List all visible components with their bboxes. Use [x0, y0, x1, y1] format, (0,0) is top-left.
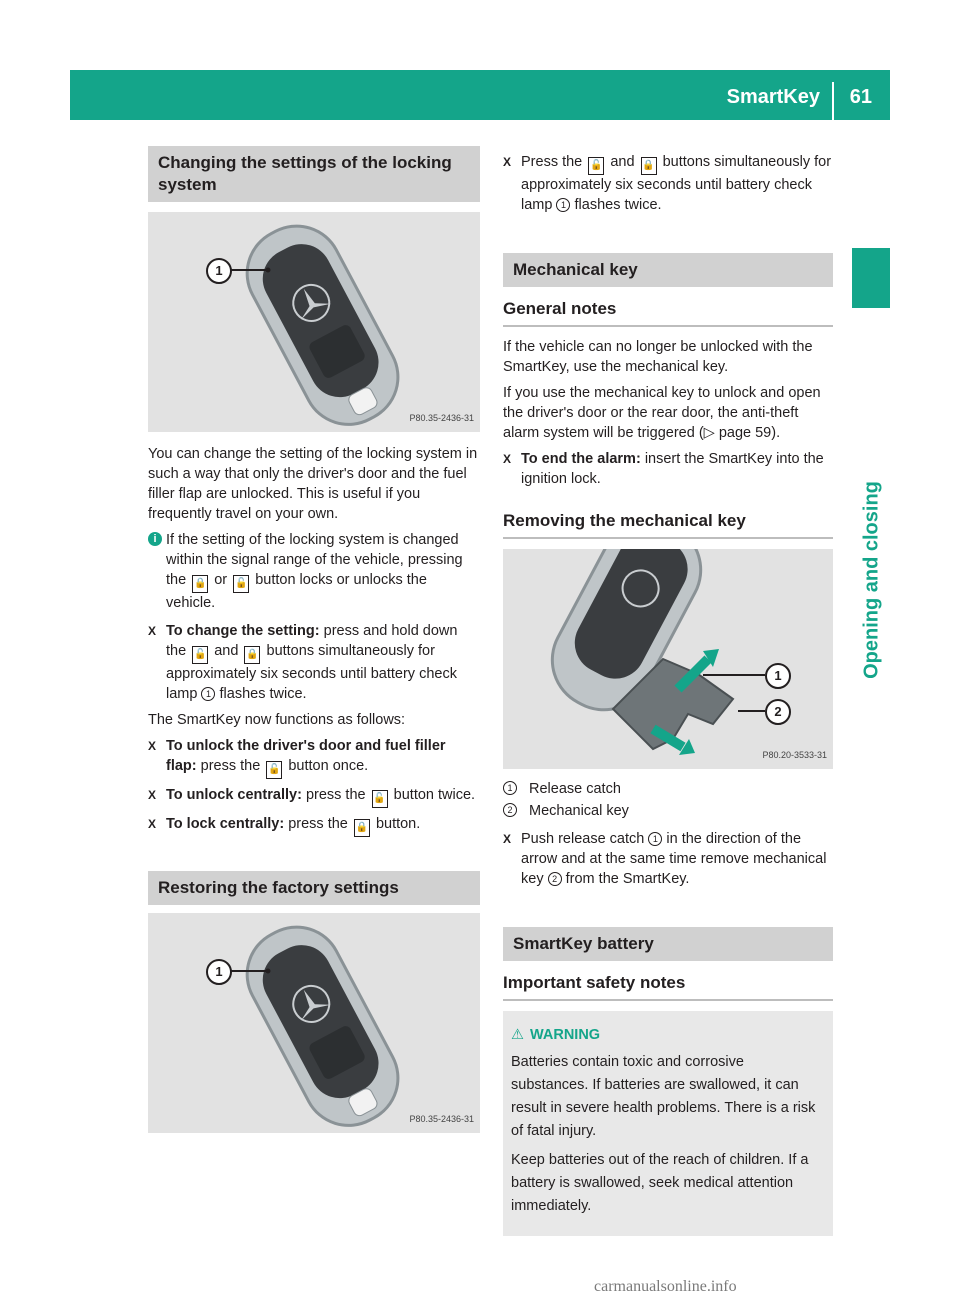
callout-1: 1	[206, 258, 232, 284]
warning-box	[503, 1011, 833, 1236]
step-arrow-icon: X	[503, 452, 512, 466]
mechanical-key-illustration	[503, 549, 833, 769]
legend-label: Mechanical key	[529, 803, 629, 819]
chapter-tab	[852, 248, 890, 308]
left-column	[148, 146, 480, 1133]
step-end-alarm: X To end the alarm: insert the SmartKey into the ignition lock.	[503, 451, 824, 487]
info-note: i If the setting of the locking system is changed within the signal range of the vehicle, pressing the 🔒 or 🔓 button locks or unlocks the vehicle.	[148, 530, 480, 613]
section-heading-battery: SmartKey battery	[503, 927, 833, 961]
subheading-safety-notes: Important safety notes	[503, 973, 833, 1001]
smartkey-figure-2	[148, 913, 480, 1133]
info-icon: i	[148, 532, 162, 546]
page-number: 61	[849, 86, 872, 108]
figure-code: P80.35-2436-31	[409, 413, 474, 423]
warning-text-1: Batteries contain toxic and corrosive substances. If batteries are swallowed, it can result in severe health problems. There is a risk of fatal injury.	[511, 1054, 816, 1139]
unlock-icon: 🔓	[266, 761, 282, 779]
header-divider	[832, 82, 834, 120]
header-bar	[70, 70, 890, 120]
legend-item	[503, 801, 833, 821]
step-arrow-icon: X	[148, 817, 157, 831]
smartkey-illustration	[148, 913, 480, 1133]
callout-2: 2	[765, 699, 791, 725]
subheading-general-notes: General notes	[503, 299, 833, 327]
lock-icon: 🔒	[244, 646, 260, 664]
header-title: SmartKey	[726, 86, 820, 108]
step-lock-central: X To lock centrally: press the 🔒 button.	[148, 814, 480, 837]
lock-icon: 🔒	[192, 575, 208, 593]
callout-ref-1: 1	[556, 198, 570, 212]
legend-number: 1	[503, 781, 517, 795]
warning-triangle-icon: ⚠	[511, 1027, 524, 1043]
legend-label: Release catch	[529, 781, 621, 797]
unlock-icon: 🔓	[372, 790, 388, 808]
page-reference-link[interactable]: ▷ page 59	[703, 425, 772, 441]
right-column	[503, 152, 833, 1236]
notes-paragraph-1: If the vehicle can no longer be unlocked with the SmartKey, use the mechanical key.	[503, 339, 813, 375]
notes-paragraph-2: If you use the mechanical key to unlock and open the driver's door or the rear door, the anti-theft alarm system will be triggered (▷ page 59).	[503, 385, 821, 441]
unlock-icon: 🔓	[588, 157, 604, 175]
unlock-icon: 🔓	[233, 575, 249, 593]
step-arrow-icon: X	[503, 832, 512, 846]
smartkey-illustration	[148, 212, 480, 432]
callout-ref-1: 1	[648, 832, 662, 846]
step-arrow-icon: X	[503, 155, 512, 169]
intro-text: You can change the setting of the locking system in such a way that only the driver's door and the fuel filler flap are unlocked. This is useful if you frequently travel on your own.	[148, 446, 478, 522]
section-heading-locking: Changing the settings of the locking system	[148, 146, 480, 202]
step-unlock-driver: X To unlock the driver's door and fuel filler flap: press the 🔓 button once.	[148, 736, 480, 779]
legend-item	[503, 779, 833, 799]
mechanical-key-figure	[503, 549, 833, 769]
figure-code: P80.20-3533-31	[762, 750, 827, 760]
step-change-setting: X To change the setting: press and hold down the 🔓 and 🔒 buttons simultaneously for approximately six seconds until battery check lamp 1 flashes twice.	[148, 623, 458, 702]
lock-icon: 🔒	[641, 157, 657, 175]
unlock-icon: 🔓	[192, 646, 208, 664]
callout-ref-1: 1	[201, 687, 215, 701]
callout-ref-2: 2	[548, 872, 562, 886]
step-unlock-central: X To unlock centrally: press the 🔓 button twice.	[148, 785, 480, 808]
callout-1: 1	[206, 959, 232, 985]
figure-code: P80.35-2436-31	[409, 1114, 474, 1124]
warning-text-2: Keep batteries out of the reach of children. If a battery is swallowed, seek medical attention immediately.	[511, 1152, 809, 1214]
step-arrow-icon: X	[148, 739, 157, 753]
figure-legend	[503, 779, 833, 821]
section-heading-factory: Restoring the factory settings	[148, 871, 480, 905]
warning-title: ⚠ WARNING	[511, 1027, 601, 1043]
lock-icon: 🔒	[354, 819, 370, 837]
subheading-removing-key: Removing the mechanical key	[503, 511, 833, 539]
chapter-label: Opening and closing	[860, 481, 883, 679]
step-arrow-icon: X	[148, 788, 157, 802]
legend-number: 2	[503, 803, 517, 817]
step-press-buttons: X Press the 🔓 and 🔒 buttons simultaneously for approximately six seconds until battery check lamp 1 flashes twice.	[503, 154, 832, 213]
section-heading-mechanical: Mechanical key	[503, 253, 833, 287]
functions-intro: The SmartKey now functions as follows:	[148, 712, 406, 728]
footer-watermark-url: carmanualsonline.info	[594, 1278, 737, 1295]
step-arrow-icon: X	[148, 624, 157, 638]
step-push-catch: X Push release catch 1 in the direction of the arrow and at the same time remove mechanical key 2 from the SmartKey.	[503, 831, 827, 887]
callout-1: 1	[765, 663, 791, 689]
smartkey-figure-1	[148, 212, 480, 432]
